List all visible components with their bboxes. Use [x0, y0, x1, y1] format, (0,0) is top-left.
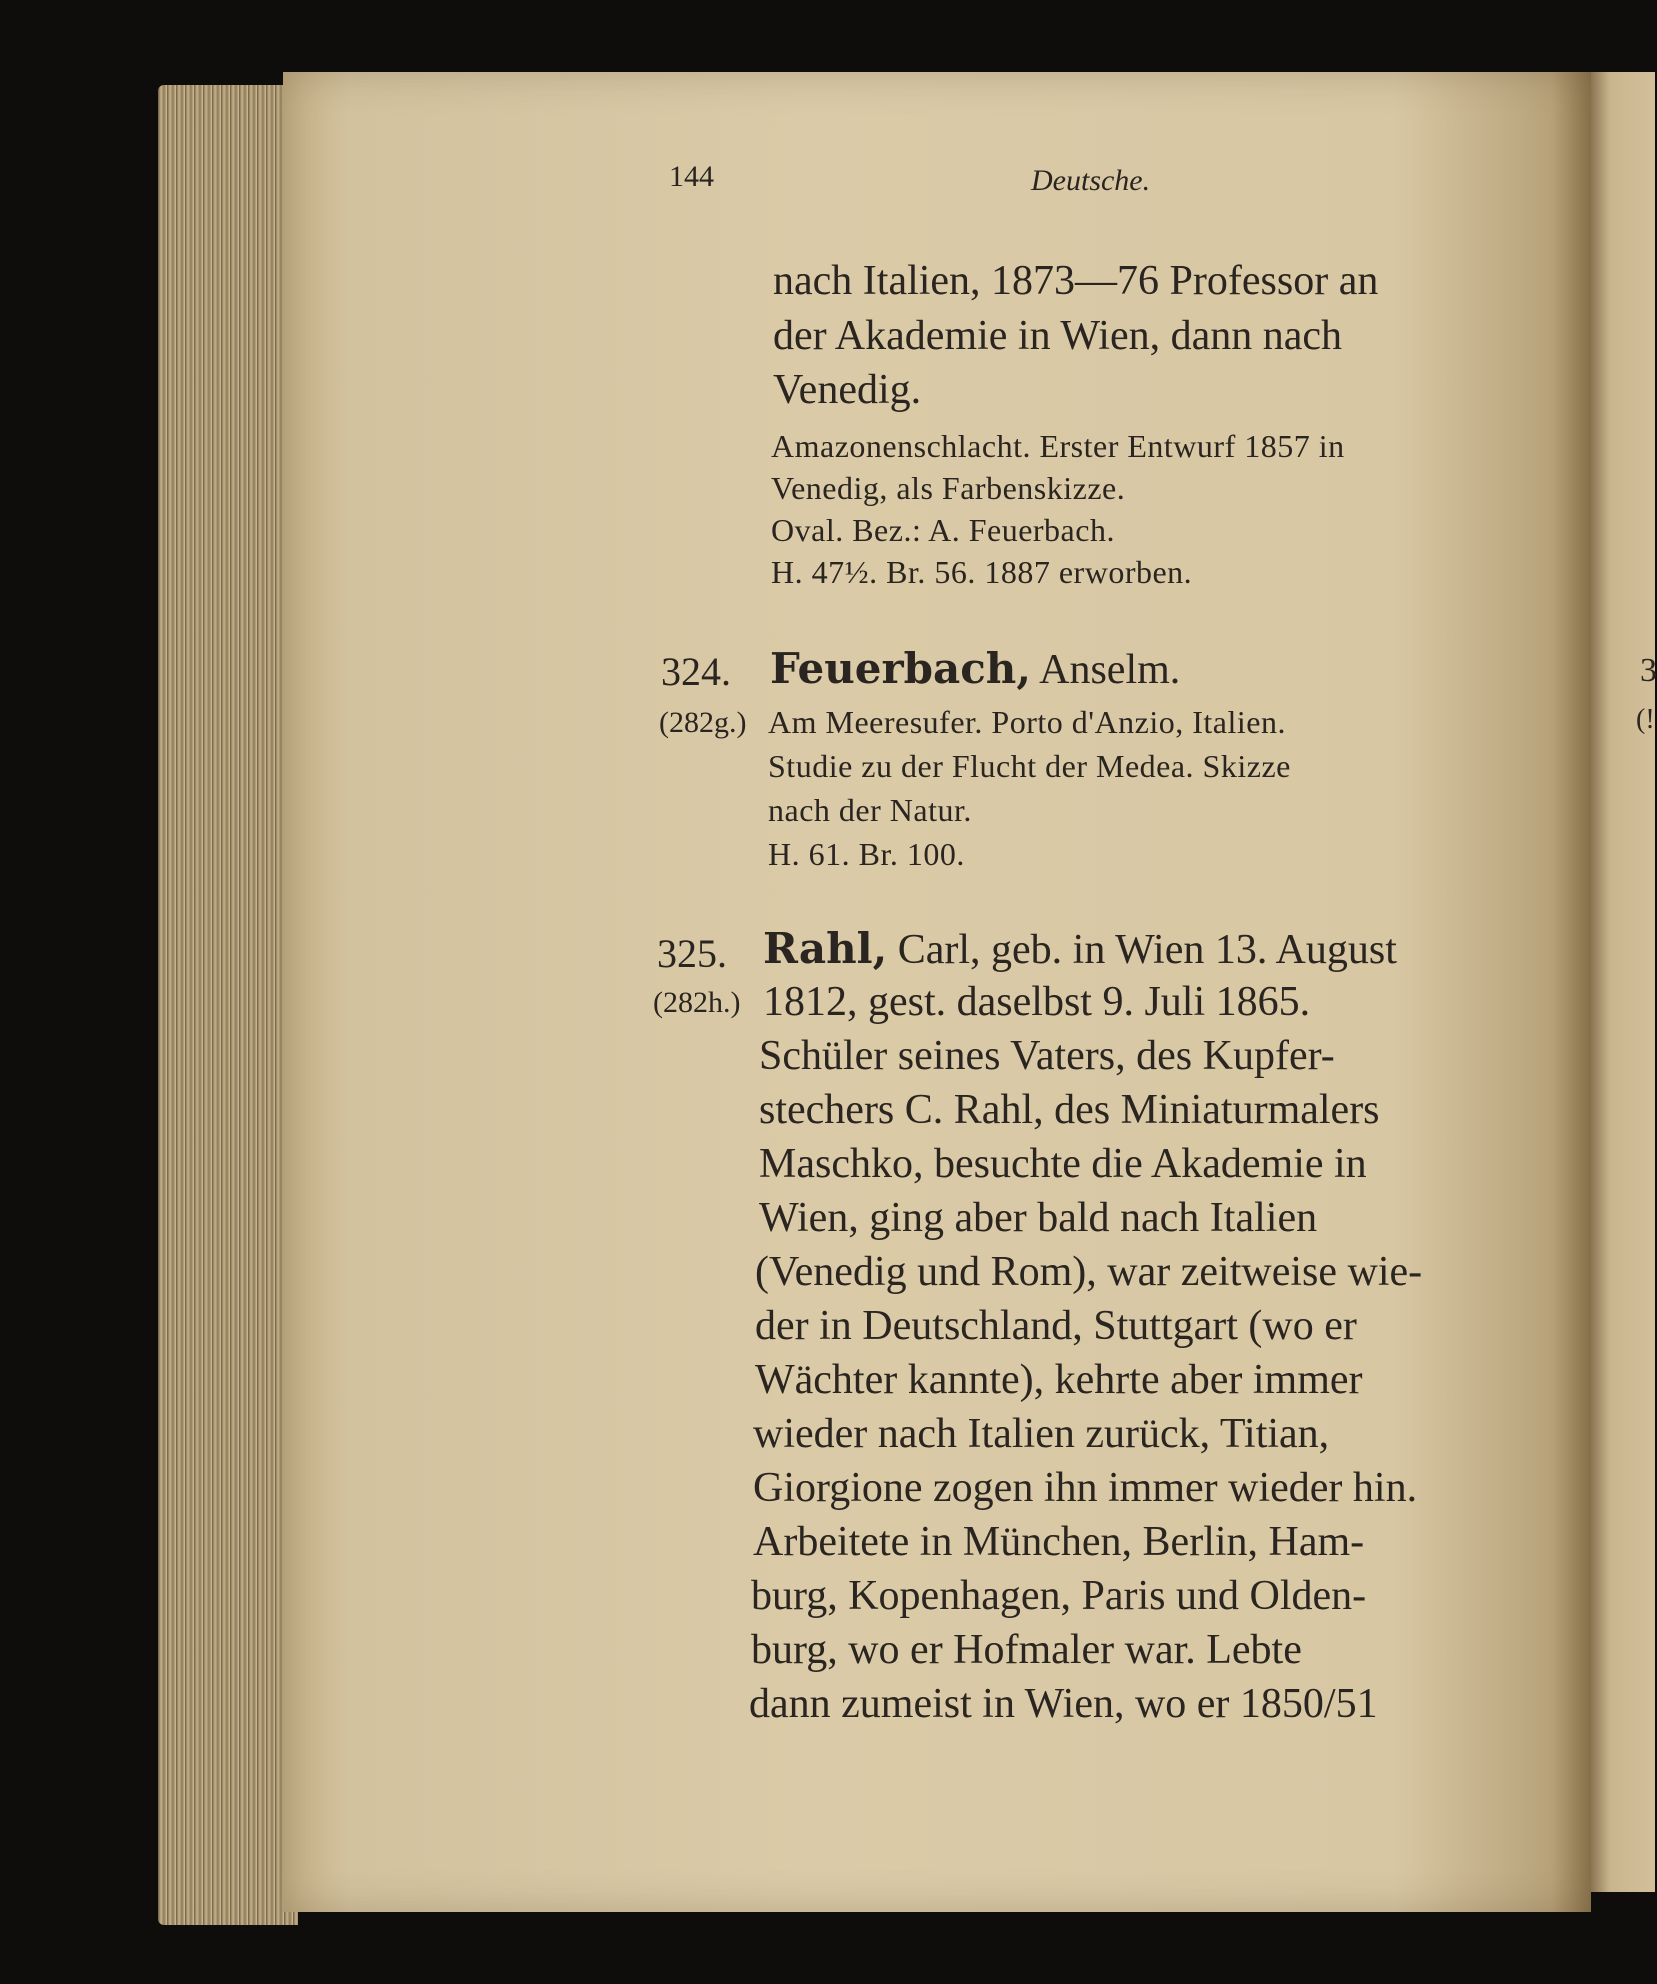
work-description: Amazonenschlacht. Erster Entwurf 1857 in: [771, 428, 1345, 464]
biography-line: Schüler seines Vaters, des Kupfer-: [759, 1033, 1335, 1079]
artist-name: Feuerbach,: [770, 644, 1031, 693]
book-page: [283, 72, 1591, 1912]
text-line: nach Italien, 1873—76 Professor an: [773, 258, 1379, 304]
biography-line: Arbeitete in München, Berlin, Ham-: [753, 1519, 1365, 1565]
work-description: nach der Natur.: [768, 792, 972, 828]
adjacent-page-fragment: 3: [1640, 652, 1657, 689]
adjacent-page-fragment: (!: [1636, 704, 1655, 735]
catalog-reference: (282g.): [659, 706, 747, 739]
text-line: Venedig.: [773, 367, 922, 413]
biography-line: Maschko, besuchte die Akademie in: [759, 1141, 1367, 1187]
work-description: Am Meeresufer. Porto d'Anzio, Italien.: [768, 704, 1286, 740]
biography-line: Wien, ging aber bald nach Italien: [759, 1195, 1318, 1241]
biography-line: der in Deutschland, Stuttgart (wo er: [755, 1303, 1357, 1349]
text-line: der Akademie in Wien, dann nach: [773, 313, 1343, 359]
running-title: Deutsche.: [1031, 164, 1151, 197]
biography-line: burg, wo er Hofmaler war. Lebte: [751, 1627, 1302, 1673]
adjacent-page-edge: [1586, 72, 1655, 1892]
entry-heading: [770, 644, 1180, 694]
biography-line: 1812, gest. daselbst 9. Juli 1865.: [763, 979, 1311, 1025]
biography-line: dann zumeist in Wien, wo er 1850/51: [749, 1681, 1378, 1727]
work-description: Studie zu der Flucht der Medea. Skizze: [768, 748, 1291, 784]
biography-line: (Venedig und Rom), war zeitweise wie-: [755, 1249, 1423, 1295]
entry-heading: [763, 924, 1397, 974]
biography-line: Giorgione zogen ihn immer wieder hin.: [753, 1465, 1418, 1511]
biography-line: wieder nach Italien zurück, Titian,: [753, 1411, 1330, 1457]
biography-line: stechers C. Rahl, des Miniaturmalers: [759, 1087, 1380, 1133]
artist-name: Rahl,: [763, 924, 888, 973]
biography-line: Carl, geb. in Wien 13. August: [887, 927, 1397, 973]
work-dimensions: H. 61. Br. 100.: [768, 836, 965, 872]
entry-number: 325.: [657, 931, 727, 976]
work-description: Venedig, als Farbenskizze.: [771, 470, 1126, 506]
work-description: Oval. Bez.: A. Feuerbach.: [771, 512, 1115, 548]
biography-line: burg, Kopenhagen, Paris und Olden-: [751, 1573, 1367, 1619]
page-number: 144: [669, 160, 714, 193]
page-edges: [158, 85, 298, 1925]
work-dimensions: H. 47½. Br. 56. 1887 erworben.: [771, 554, 1193, 590]
artist-given-name: Anselm.: [1030, 647, 1181, 693]
entry-number: 324.: [661, 649, 731, 694]
biography-line: Wächter kannte), kehrte aber immer: [755, 1357, 1363, 1403]
catalog-reference: (282h.): [653, 986, 741, 1019]
